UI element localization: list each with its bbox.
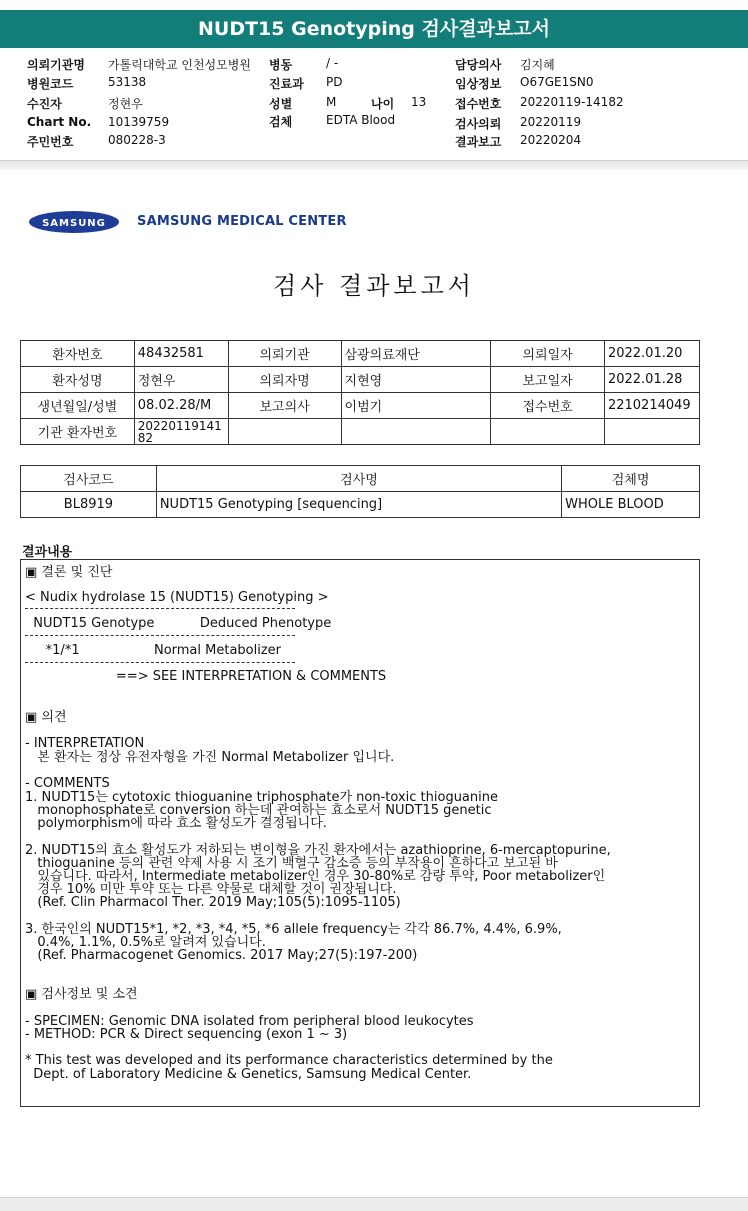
comment-line: 0.4%, 1.1%, 0.5%로 알려져 있습니다. — [25, 935, 266, 950]
comments-heading: - COMMENTS — [25, 776, 110, 791]
label-ward: 병동 — [269, 58, 293, 72]
page-footer-bar — [0, 1197, 748, 1211]
cell-label: 기관 환자번호 — [21, 419, 135, 445]
table-row — [21, 419, 700, 445]
report-date-cell: 2022.01.28 — [604, 367, 699, 393]
see-interpretation: ==> SEE INTERPRETATION & COMMENTS — [25, 669, 387, 684]
label-hospital-code: 병원코드 — [27, 77, 74, 91]
table-row — [21, 341, 700, 367]
specimen: EDTA Blood — [326, 113, 396, 127]
logo-badge-text: SAMSUNG — [42, 218, 106, 229]
table-row — [21, 492, 700, 518]
hospital-code: 53138 — [108, 75, 147, 89]
report-title: NUDT15 Genotyping 검사결과보고서 — [0, 10, 748, 48]
samsung-logo-icon — [28, 210, 120, 234]
comment-line: 있습니다. 따라서, Intermediate metabolizer인 경우 30-80%로 감량 투약, Poor metabolizer인 — [25, 869, 606, 884]
rrn: 080228-3 — [108, 133, 166, 147]
genotyping-title: < Nudix hydrolase 15 (NUDT15) Genotyping > — [25, 590, 329, 605]
genotype-header: NUDT15 Genotype Deduced Phenotype — [25, 616, 332, 631]
receipt-no-cell: 2210214049 — [604, 393, 699, 419]
header-divider — [0, 160, 748, 170]
comment-line: 경우 10% 미만 투약 또는 다른 약물로 대체할 것이 권장됩니다. — [25, 882, 397, 897]
doctor: 김지혜 — [520, 58, 555, 72]
receipt-no: 20220119-14182 — [520, 95, 624, 109]
clinical-info: O67GE1SN0 — [520, 75, 594, 89]
label-clinical-info: 임상정보 — [455, 77, 502, 91]
col-header: 검체명 — [562, 466, 700, 492]
label-request: 검사의뢰 — [455, 117, 502, 131]
label-specimen: 검체 — [269, 115, 293, 129]
empty-cell — [228, 419, 341, 445]
document-title: 검사 결과보고서 — [273, 272, 475, 300]
interpretation-heading: - INTERPRETATION — [25, 736, 145, 751]
patient-no: 48432581 — [134, 341, 228, 367]
comment-line: 2. NUDT15의 효소 활성도가 저하되는 변이형을 가진 환자에서는 azathioprine, 6-mercaptopurine, — [25, 843, 611, 858]
specimen-name: WHOLE BLOOD — [562, 492, 700, 518]
cell-label: 의뢰기관 — [228, 341, 341, 367]
ward: / - — [326, 56, 339, 70]
reporting-doctor: 이범기 — [341, 393, 491, 419]
cell-label: 환자번호 — [21, 341, 135, 367]
comment-line: (Ref. Pharmacogenet Genomics. 2017 May;27(5):197-200) — [25, 948, 418, 963]
result-content — [20, 559, 700, 1107]
sex: M — [326, 95, 337, 109]
divider — [25, 635, 295, 636]
empty-cell — [341, 419, 491, 445]
divider — [25, 662, 295, 663]
header-info — [0, 54, 748, 154]
label-chart-no: Chart No. — [27, 115, 92, 129]
genotype-result: *1/*1 Normal Metabolizer — [25, 643, 282, 658]
test-table — [20, 465, 700, 518]
interpretation-text: 본 환자는 정상 유전자형을 가진 Normal Metabolizer 입니다. — [25, 750, 395, 765]
birth-sex: 08.02.28/M — [134, 393, 228, 419]
table-row — [21, 367, 700, 393]
comment-line: 3. 한국인의 NUDT15*1, *2, *3, *4, *5, *6 allele frequency는 각각 86.7%, 4.4%, 6.9%, — [25, 922, 562, 937]
requester-name: 지현영 — [341, 367, 491, 393]
referring-hospital: 가톨릭대학교 인천성모병원 — [108, 58, 251, 72]
comment-line: monophosphate로 conversion 하는데 관여하는 효소로서 NUDT15 genetic — [25, 803, 492, 818]
cell-label: 접수번호 — [491, 393, 605, 419]
table-row — [21, 393, 700, 419]
comment-line: (Ref. Clin Pharmacol Ther. 2019 May;105(5):1095-1105) — [25, 895, 401, 910]
cell-label: 보고일자 — [491, 367, 605, 393]
report-date: 20220204 — [520, 133, 582, 147]
request-org: 삼광의료재단 — [341, 341, 491, 367]
specimen-info: - SPECIMEN: Genomic DNA isolated from peripheral blood leukocytes — [25, 1014, 474, 1029]
hospital-name: SAMSUNG MEDICAL CENTER — [137, 214, 347, 229]
age: 13 — [411, 95, 427, 109]
section-conclusion: ▣ 결론 및 진단 — [25, 565, 113, 580]
section-test-info: ▣ 검사정보 및 소견 — [25, 987, 138, 1002]
patient-name: 정현우 — [108, 97, 143, 111]
label-sex: 성별 — [269, 97, 293, 111]
dept: PD — [326, 75, 343, 89]
col-header: 검사명 — [156, 466, 561, 492]
label-report: 결과보고 — [455, 135, 502, 149]
section-opinion: ▣ 의견 — [25, 710, 67, 725]
cell-label: 의뢰일자 — [491, 341, 605, 367]
table-header-row — [21, 466, 700, 492]
cell-label: 보고의사 — [228, 393, 341, 419]
method-info: - METHOD: PCR & Direct sequencing (exon 1 ~ 3) — [25, 1027, 348, 1042]
empty-cell — [491, 419, 605, 445]
request-date-cell: 2022.01.20 — [604, 341, 699, 367]
test-code: BL8919 — [21, 492, 157, 518]
disclaimer-line: Dept. of Laboratory Medicine & Genetics, Samsung Medical Center. — [25, 1067, 472, 1082]
label-dept: 진료과 — [269, 77, 304, 91]
test-name: NUDT15 Genotyping [sequencing] — [156, 492, 561, 518]
result-heading: 결과내용 — [22, 545, 73, 560]
cell-label: 생년월일/성별 — [21, 393, 135, 419]
comment-line: 1. NUDT15는 cytotoxic thioguanine triphosphate가 non-toxic thioguanine — [25, 790, 498, 805]
comment-line: polymorphism에 따라 효소 활성도가 결정됩니다. — [25, 816, 327, 831]
patient-info-table — [20, 340, 700, 445]
org-patient-no: 2022011914182 — [134, 419, 228, 445]
disclaimer-line: * This test was developed and its performance characteristics determined by the — [25, 1053, 553, 1068]
cell-label: 의뢰자명 — [228, 367, 341, 393]
col-header: 검사코드 — [21, 466, 157, 492]
label-patient: 수진자 — [27, 97, 62, 111]
label-receipt-no: 접수번호 — [455, 97, 502, 111]
cell-label: 환자성명 — [21, 367, 135, 393]
label-doctor: 담당의사 — [455, 58, 502, 72]
label-rrn: 주민번호 — [27, 135, 74, 149]
patient-name-cell: 정현우 — [134, 367, 228, 393]
comment-line: thioguanine 등의 관련 약제 사용 시 조기 백혈구 감소증 등의 부작용이 흔하다고 보고된 바 — [25, 856, 558, 871]
request-date: 20220119 — [520, 115, 582, 129]
chart-no: 10139759 — [108, 115, 170, 129]
label-referring-hospital: 의뢰기관명 — [27, 58, 85, 72]
label-age: 나이 — [371, 97, 395, 111]
empty-cell — [604, 419, 699, 445]
divider — [25, 608, 295, 609]
